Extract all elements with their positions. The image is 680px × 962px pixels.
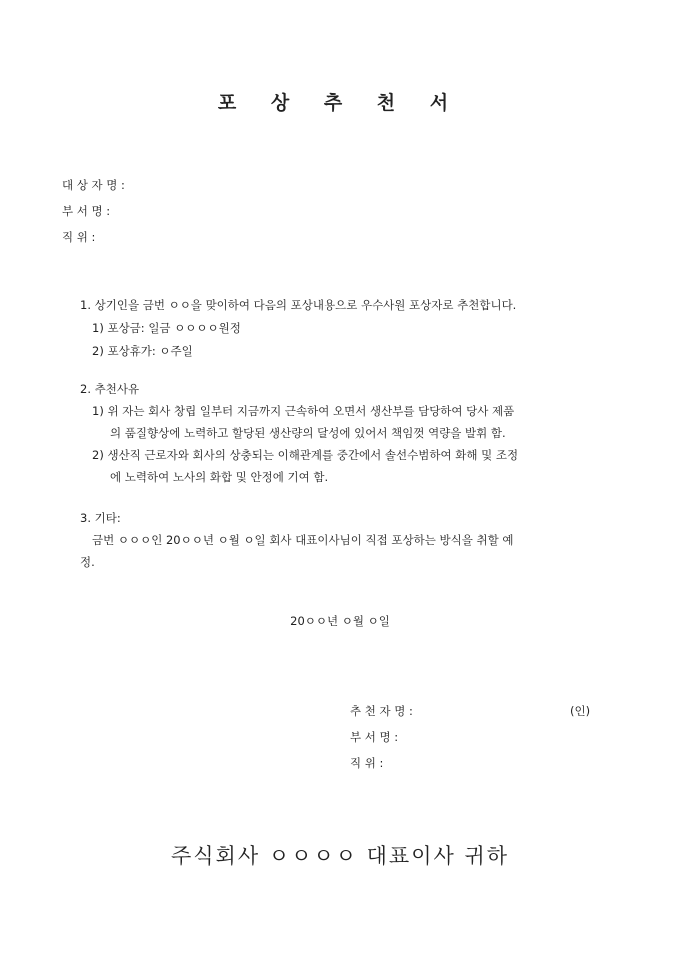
document-date: 20ㅇㅇ년 ㅇ월 ㅇ일	[290, 614, 390, 628]
recommender-position-label: 직 위 :	[350, 756, 384, 770]
recipient-dept-label: 부 서 명 :	[62, 204, 111, 218]
recommender-dept-label: 부 서 명 :	[350, 730, 399, 744]
recipient-position-label: 직 위 :	[62, 230, 96, 244]
section3-line1: 금번 ㅇㅇㅇ인 20ㅇㅇ년 ㅇ월 ㅇ일 회사 대표이사님이 직접 포상하는 방식을 취할 예	[92, 533, 514, 547]
section1-item-2: 2) 포상휴가: ㅇ주일	[92, 344, 193, 358]
section1-heading: 1. 상기인을 금번 ㅇㅇ을 맞이하여 다음의 포상내용으로 우수사원 포상자로 추천합니다.	[80, 298, 517, 312]
section2-item2-line2: 에 노력하여 노사의 화합 및 안정에 기여 함.	[110, 470, 329, 484]
recipient-name-label: 대 상 자 명 :	[62, 178, 125, 192]
section2-item1-line2: 의 품질향상에 노력하고 할당된 생산량의 달성에 있어서 책임껏 역량을 발휘 함.	[110, 426, 506, 440]
section2-item2-line1: 2) 생산직 근로자와 회사의 상충되는 이해관계를 중간에서 솔선수범하여 화해 및 조정	[92, 448, 519, 462]
section1-item-1: 1) 포상금: 일금 ㅇㅇㅇㅇ원정	[92, 321, 241, 335]
closing-addressee: 주식회사 ㅇㅇㅇㅇ 대표이사 귀하	[170, 844, 510, 868]
seal-mark: (인)	[570, 704, 591, 718]
section2-heading: 2. 추천사유	[80, 382, 140, 396]
section2-item1-line1: 1) 위 자는 회사 창립 일부터 지금까지 근속하여 오면서 생산부를 담당하여 당사 제품	[92, 404, 515, 418]
document-title: 포 상 추 천 서	[217, 92, 463, 114]
section3-heading: 3. 기타:	[80, 511, 121, 525]
recommender-name-label: 추 천 자 명 :	[350, 704, 413, 718]
section3-line2: 정.	[80, 555, 95, 569]
